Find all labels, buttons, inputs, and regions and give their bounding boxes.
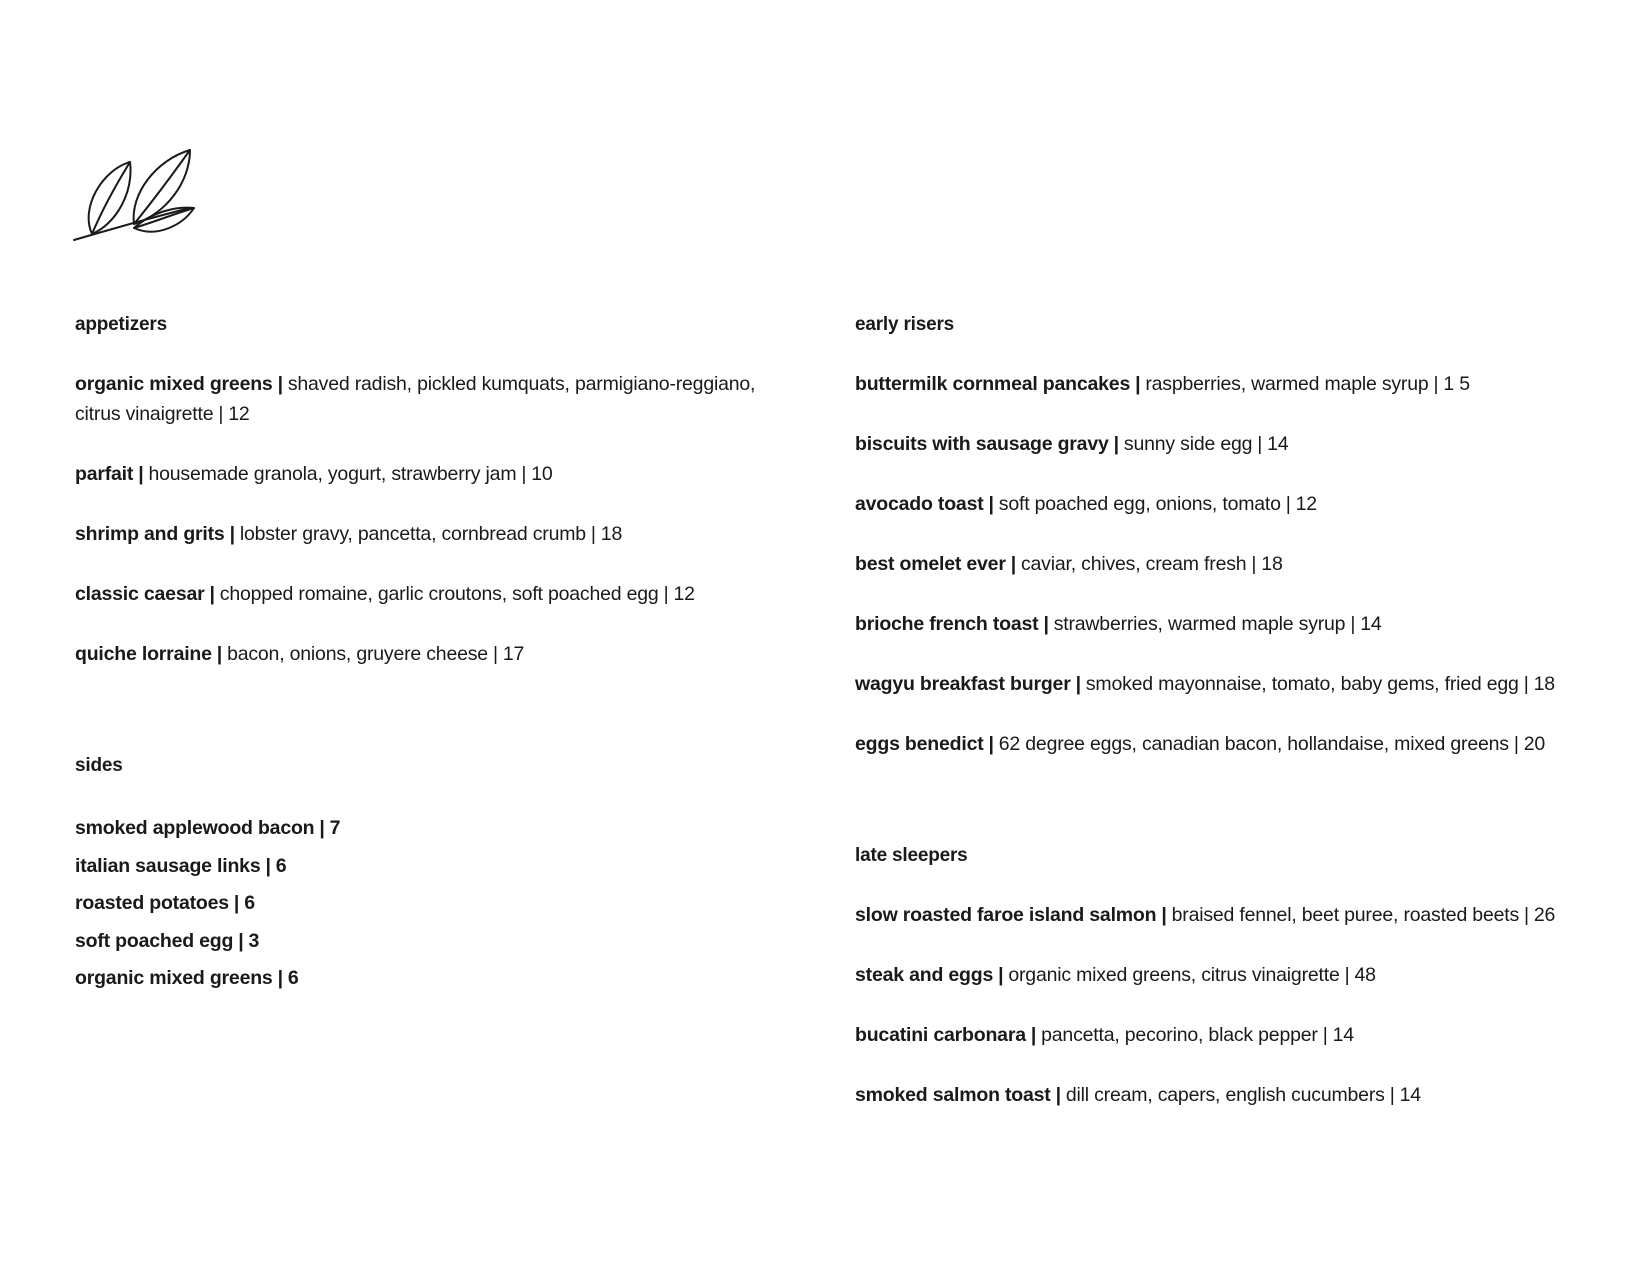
- item-description: lobster gravy, pancetta, cornbread crumb: [239, 523, 586, 545]
- item-description: braised fennel, beet puree, roasted beets: [1171, 904, 1520, 926]
- item-price: 20: [1523, 733, 1546, 755]
- item-name: smoked salmon toast: [855, 1084, 1051, 1106]
- item-name: slow roasted faroe island salmon: [855, 904, 1157, 926]
- section-title-early-risers: early risers: [855, 314, 955, 335]
- item-name: organic mixed greens: [75, 373, 273, 395]
- menu-item: eggs benedict | 62 degree eggs, canadian bacon, hollandaise, mixed greens | 20: [855, 733, 1546, 755]
- menu-item: steak and eggs | organic mixed greens, citrus vinaigrette | 48: [855, 964, 1376, 986]
- item-description: housemade granola, yogurt, strawberry jam: [148, 463, 517, 485]
- item-description: caviar, chives, cream fresh: [1020, 553, 1247, 575]
- menu-item: biscuits with sausage gravy | sunny side egg | 14: [855, 433, 1289, 455]
- item-description: strawberries, warmed maple syrup: [1053, 613, 1346, 635]
- item-name: buttermilk cornmeal pancakes: [855, 373, 1131, 395]
- menu-item: slow roasted faroe island salmon | braised fennel, beet puree, roasted beets | 26: [855, 904, 1556, 926]
- item-price: 12: [228, 403, 250, 425]
- item-price: 18: [1261, 553, 1283, 575]
- item-name: eggs benedict: [855, 733, 984, 755]
- item-price: 12: [1295, 493, 1317, 515]
- item-price: 12: [673, 583, 695, 605]
- menu-item: brioche french toast | strawberries, warmed maple syrup | 14: [855, 613, 1382, 635]
- item-name: biscuits with sausage gravy: [855, 433, 1109, 455]
- item-description: sunny side egg: [1123, 433, 1253, 455]
- menu-item: bucatini carbonara | pancetta, pecorino, black pepper | 14: [855, 1024, 1354, 1046]
- item-price: 14: [1332, 1024, 1354, 1046]
- item-price: 48: [1354, 964, 1376, 986]
- item-name: bucatini carbonara: [855, 1024, 1026, 1046]
- section-title-late-sleepers: late sleepers: [855, 845, 968, 866]
- side-item: roasted potatoes | 6: [75, 892, 255, 914]
- right-column: [855, 312, 1595, 1140]
- section-title-appetizers: appetizers: [75, 314, 167, 335]
- item-price: 26: [1533, 904, 1556, 926]
- item-description: smoked mayonnaise, tomato, baby gems, fried egg: [1085, 673, 1519, 695]
- left-column: [75, 312, 775, 1003]
- item-name: parfait: [75, 463, 134, 485]
- side-item: italian sausage links | 6: [75, 854, 287, 877]
- item-name: smoked applewood bacon: [75, 817, 315, 839]
- menu-item: parfait | housemade granola, yogurt, strawberry jam | 10: [75, 463, 553, 485]
- menu-item: best omelet ever | caviar, chives, cream fresh | 18: [855, 553, 1283, 575]
- item-name: avocado toast: [855, 493, 984, 515]
- menu-item: shrimp and grits | lobster gravy, pancetta, cornbread crumb | 18: [75, 523, 623, 545]
- item-name: soft poached egg: [75, 929, 234, 952]
- side-item: soft poached egg | 3: [75, 929, 260, 952]
- item-description: soft poached egg, onions, tomato: [998, 493, 1281, 515]
- item-price: 14: [1399, 1084, 1421, 1106]
- menu-item: organic mixed greens | shaved radish, pickled kumquats, parmigiano-reggiano, citrus vinaigrette | 12: [75, 373, 756, 425]
- item-price: 1 5: [1443, 373, 1470, 395]
- item-description: pancetta, pecorino, black pepper: [1041, 1024, 1318, 1046]
- item-name: roasted potatoes: [75, 892, 229, 914]
- item-price: 14: [1267, 433, 1289, 455]
- menu-item: wagyu breakfast burger | smoked mayonnaise, tomato, baby gems, fried egg | 18: [855, 673, 1555, 695]
- item-name: organic mixed greens: [75, 967, 273, 989]
- item-name: quiche lorraine: [75, 643, 212, 665]
- item-price: 18: [600, 523, 623, 545]
- item-name: classic caesar: [75, 583, 205, 605]
- section-title-sides: sides: [75, 755, 123, 776]
- menu-item: smoked salmon toast | dill cream, capers, english cucumbers | 14: [855, 1084, 1421, 1106]
- menu-item: buttermilk cornmeal pancakes | raspberries, warmed maple syrup | 1 5: [855, 373, 1470, 395]
- side-item: smoked applewood bacon | 7: [75, 817, 341, 839]
- item-name: best omelet ever: [855, 553, 1006, 575]
- item-price: 7: [329, 817, 341, 839]
- item-description: dill cream, capers, english cucumbers: [1065, 1084, 1385, 1106]
- item-name: brioche french toast: [855, 613, 1039, 635]
- item-price: 6: [287, 967, 299, 989]
- item-description: bacon, onions, gruyere cheese: [227, 643, 488, 665]
- menu-item: quiche lorraine | bacon, onions, gruyere cheese | 17: [75, 643, 525, 665]
- item-price: 17: [502, 643, 525, 665]
- item-price: 10: [531, 463, 553, 485]
- item-description: chopped romaine, garlic croutons, soft poached egg: [219, 583, 659, 605]
- item-name: steak and eggs: [855, 964, 994, 986]
- item-price: 3: [248, 929, 260, 952]
- item-description: raspberries, warmed maple syrup: [1145, 373, 1429, 395]
- item-price: 6: [244, 892, 255, 914]
- item-description: organic mixed greens, citrus vinaigrette: [1008, 964, 1340, 986]
- item-description: shaved radish, pickled kumquats, parmigiano-reggiano, citrus vinaigrette: [75, 373, 756, 425]
- menu-item: avocado toast | soft poached egg, onions, tomato | 12: [855, 493, 1317, 515]
- item-description: 62 degree eggs, canadian bacon, hollandaise, mixed greens: [998, 733, 1509, 755]
- side-item: organic mixed greens | 6: [75, 967, 299, 989]
- item-price: 18: [1533, 673, 1555, 695]
- item-price: 14: [1360, 613, 1382, 635]
- menu-item: classic caesar | chopped romaine, garlic croutons, soft poached egg | 12: [75, 583, 695, 605]
- item-price: 6: [275, 854, 287, 877]
- item-name: italian sausage links: [75, 854, 261, 877]
- item-name: wagyu breakfast burger: [855, 673, 1071, 695]
- leaf-branch-icon: [72, 148, 200, 248]
- item-name: shrimp and grits: [75, 523, 225, 545]
